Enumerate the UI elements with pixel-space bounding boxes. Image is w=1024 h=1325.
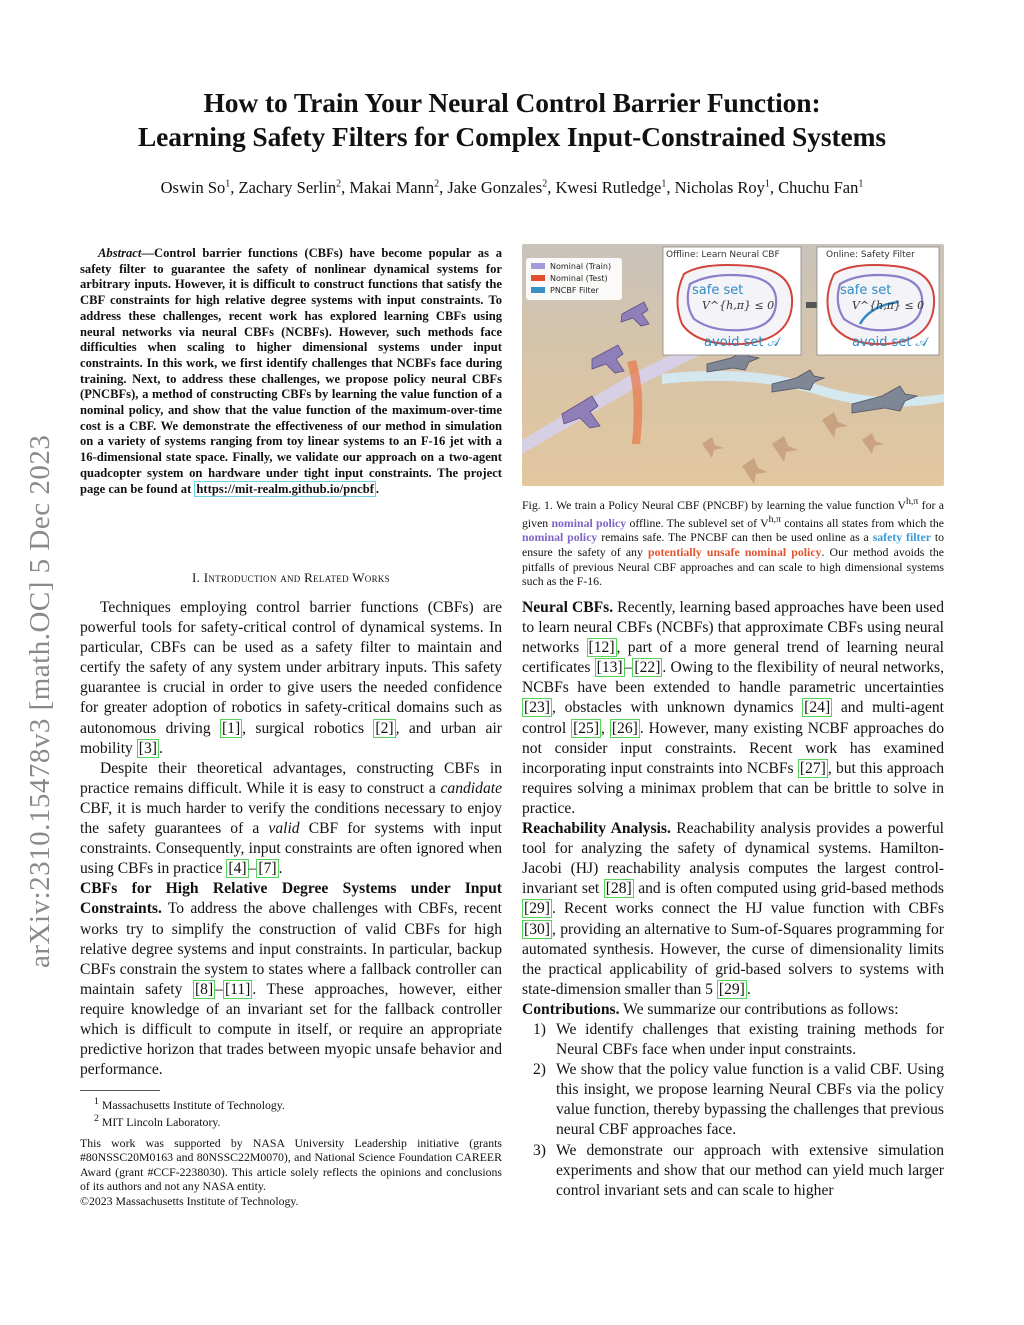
legend-label: PNCBF Filter (550, 286, 599, 295)
text: , part of a more general trend of learning neural certificates (522, 639, 944, 677)
text: . (278, 860, 283, 878)
text: Techniques employing control barrier functions (CBFs) are powerful tools for safety-critical control of dynamical systems. In particular, CBFs can be used as a safety filter to maintain and certify the safety of any system under arbitrary inputs. This safety guarantee is crucial in order to give users the needed confidence for greater adoption of robotics in safety-critical domains such as autonomous driving (80, 599, 502, 737)
citation-link[interactable]: [29] (524, 900, 550, 918)
paragraph (522, 598, 944, 819)
abstract-label: Abstract (98, 246, 142, 260)
text: , surgical robotics (242, 719, 374, 737)
citation-link[interactable]: [24] (804, 699, 831, 717)
affiliation-mark: 1 (661, 178, 667, 190)
safe-set-label: safe set (840, 283, 892, 298)
text: , (601, 719, 610, 737)
text: Despite their theoretical advantages, constructing CBFs in practice remains difficult. While it is easy to construct a (80, 759, 502, 797)
author-list: Oswin So$^1$, Zachary Serlin$^2$, Makai Mann$^2$, Jake Gonzales$^2$, Kwesi Rutledge$^1$, Nicholas Roy$^1$, Chuchu Fan$^1$ (160, 178, 864, 197)
highlight-nominal: nominal policy (551, 515, 627, 530)
text: . Recent works connect the HJ value function with CBFs (551, 900, 944, 918)
text: to ensure the safety of any (522, 530, 944, 559)
text: Massachusetts Institute of Technology. (101, 1097, 285, 1112)
citation-link[interactable]: [29] (718, 980, 745, 998)
author: Nicholas Roy (674, 178, 765, 197)
list-text: We identify challenges that existing training methods for Neural CBFs face when under input constraints. (556, 1020, 944, 1059)
text: , and urban air mobility (80, 719, 502, 757)
footnote-mark: 1 (94, 1096, 99, 1107)
paragraph-heading: Neural CBFs. (522, 599, 614, 616)
text: . Our method avoids the pitfalls of previous Neural CBF approaches and can scale to high dimensional systems such as the F-16. (522, 544, 944, 589)
superscript: h,π (906, 496, 919, 507)
citation-link[interactable]: [27] (799, 759, 826, 777)
text: remains safe. The PNCBF can then be used online as a (597, 530, 873, 545)
offline-label: Offline: Learn Neural CBF (666, 250, 780, 260)
author: Makai Mann (349, 178, 435, 197)
footnote-mark: 2 (94, 1113, 99, 1125)
affiliation-mark: 2 (336, 178, 342, 190)
legend-swatch-nominal-train (531, 263, 545, 269)
citation-link[interactable]: [26] (611, 719, 638, 737)
affiliation-mark: 1 (225, 178, 231, 190)
text: . (746, 980, 751, 998)
affiliation-mark: 1 (764, 178, 770, 190)
text: To address the above challenges with CBFs, recent works try to simplify the construction of valid CBFs for high relative degree systems and input constraints. In particular, backup CBFs constrain the system to states where a fallback controller can maintain safety (80, 900, 502, 998)
paragraph (80, 598, 502, 759)
emphasis: candidate (440, 779, 502, 797)
funding-note: This work was supported by NASA University Leadership initiative (grants #80NSSC20M0163 and 80NSSC22M0070), and National Science Foundation CAREER Award (grant #CCF-2238030). This article solely reflects the opinions and conclusions of its authors and not any NASA entity. (80, 1135, 502, 1194)
offline-panel (663, 247, 801, 355)
list-number: 2) (533, 1061, 546, 1079)
list-item (522, 1020, 944, 1060)
text: – (215, 980, 223, 998)
author: Kwesi Rutledge (555, 178, 662, 197)
author: Chuchu Fan (778, 178, 859, 197)
author: Zachary Serlin (238, 178, 337, 197)
paragraph-heading: Contributions. (522, 1000, 620, 1018)
section-heading: I. Introduction and Related Works (191, 570, 390, 585)
project-link[interactable]: https://mit-realm.github.io/pncbf (196, 481, 374, 496)
paragraph (522, 819, 944, 1000)
left-column (80, 598, 502, 1080)
title-line-1: How to Train Your Neural Control Barrier Function: (203, 87, 821, 118)
figure-1 (522, 244, 944, 486)
contributions-list (522, 1020, 944, 1201)
text: , providing an alternative to Sum-of-Squares programming for automated synthesis. However, the curse of dimensionality limits the practical applicability of grid-based solvers to systems with state-dimension smaller than 5 (522, 920, 944, 998)
paragraph (80, 759, 502, 880)
list-text: We demonstrate our approach with extensive simulation experiments and show that our method can yield much larger control invariant sets and can scale to higher (556, 1141, 944, 1199)
avoid-set-label: avoid set 𝒜 (704, 335, 780, 350)
citation-link[interactable]: [11] (224, 980, 251, 998)
text: and multi-agent control (522, 699, 944, 737)
highlight-nominal: nominal policy (522, 530, 598, 545)
footnote-rule (80, 1090, 160, 1091)
sublevel-label: V^{h,π} ≤ 0 (852, 299, 925, 312)
paragraph-heading: CBFs for High Relative Degree Systems under Input Constraints. (80, 880, 502, 918)
citation-link[interactable]: [2] (375, 719, 394, 737)
text: Fig. 1. We train a Policy Neural CBF (PNCBF) by learning the value function V (522, 497, 906, 512)
list-number: 3) (533, 1141, 546, 1159)
text: , obstacles with unknown dynamics (551, 699, 803, 717)
text: . These approaches, however, either require knowledge of an invariant set for the fallback controller which is difficult to compute in itself, or require an appropriate predictive horizon that trades between myopic unsafe behavior and performance. (80, 980, 502, 1079)
paragraph (80, 879, 502, 1080)
arxiv-identifier: arXiv:2310.15478v3 [math.OC] 5 Dec 2023 (24, 434, 56, 968)
abstract-text: —Control barrier functions (CBFs) have become popular as a safety filter to guarantee the safety of nonlinear dynamical systems for arbitrary inputs. However, it is difficult to construct functions that satisfy the CBF constraints for high relative degree systems with input constraints. To address these challenges, recent work has explored learning CBFs using neural networks via neural CBFs (NCBFs). However, such methods face difficulties when scaling to higher dimensional systems under input constraints. In this work, we first identify challenges that NCBFs face during training. Next, to address these challenges, we propose policy neural CBFs (PNCBFs), a method of constructing CBFs by learning the value function of a nominal policy, and show that the value function of the maximum-over-time cost is a CBF. We demonstrate the effectiveness of our method in simulation on a variety of systems ranging from toy linear systems to an F-16 jet with a 16-dimensional state space. Finally, we validate our approach on a two-agent quadcopter system on hardware under tight input constraints. The project page can be found at (80, 246, 502, 496)
text: and is often computed using grid-based methods (633, 880, 944, 898)
paper-title (60, 86, 964, 154)
citation-link[interactable]: [4] (228, 860, 247, 878)
footnote (94, 1112, 502, 1129)
online-panel (817, 247, 939, 355)
text: We summarize our contributions as follows: (619, 1000, 899, 1018)
online-label: Online: Safety Filter (826, 250, 915, 260)
footnote (94, 1095, 502, 1112)
citation-link[interactable]: [30] (524, 920, 550, 938)
text: CBF, it is much harder to verify the conditions necessary to enjoy the safety guarantees of a (80, 799, 502, 838)
legend-label: Nominal (Train) (550, 262, 612, 271)
figure-caption (522, 495, 944, 589)
legend-swatch-pncbf (531, 287, 545, 293)
avoid-set-label: avoid set 𝒜 (852, 335, 928, 350)
text: CBF for systems with input constraints. Consequently, input constraints are often ignored when using CBFs in practice (80, 820, 502, 878)
citation-link[interactable]: [23] (524, 699, 550, 717)
text: contains all states from which the (780, 515, 944, 530)
citation-link[interactable]: [7] (258, 860, 277, 878)
paragraph (522, 1000, 944, 1020)
text: Recently, learning based approaches have been used to learn neural CBFs (NCBFs) that approximate CBFs using neural networks (522, 599, 944, 657)
text: . However, many existing NCBF approaches do not consider input constraints. Recent work has examined incorporating input constraints into NCBFs (522, 719, 944, 777)
citation-link[interactable]: [25] (573, 719, 600, 737)
footnotes (80, 1090, 502, 1208)
copyright-note: ©2023 Massachusetts Institute of Technology. (80, 1193, 299, 1208)
emphasis: valid (268, 820, 300, 838)
citation-link[interactable]: [12] (588, 639, 615, 657)
affiliation-mark: 2 (542, 178, 548, 190)
list-item (522, 1141, 944, 1201)
text: , but this approach requires solving a minimax problem that can be brittle to solve in practice. (522, 759, 944, 817)
text: MIT Lincoln Laboratory. (101, 1115, 221, 1130)
text: . Owing to the flexibility of neural networks, NCBFs have been extended to handle parametric uncertainties (522, 659, 944, 697)
citation-link[interactable]: [28] (605, 880, 632, 898)
citation-link[interactable]: [8] (194, 980, 214, 998)
highlight-unsafe: potentially unsafe nominal policy (648, 544, 822, 559)
text: offline. The sublevel set of V (626, 515, 769, 530)
author: Oswin So (160, 178, 226, 197)
legend-label: Nominal (Test) (550, 274, 608, 283)
text: – (624, 659, 633, 677)
superscript: h,π (768, 513, 781, 525)
affiliation-mark: 1 (858, 178, 864, 190)
legend-swatch-nominal-test (531, 275, 545, 281)
figure-illustration (522, 244, 944, 486)
sublevel-label: V^{h,π} ≤ 0 (702, 299, 775, 312)
text: Reachability analysis provides a powerful tool for analyzing the safety of dynamical systems. Hamilton-Jacobi (HJ) reachability analysis computes the largest control-invariant set (522, 820, 945, 898)
citation-link[interactable]: [13] (596, 659, 623, 677)
right-column (522, 598, 944, 1201)
citation-link[interactable]: [3] (138, 739, 157, 757)
title-line-2: Learning Safety Filters for Complex Input-Constrained Systems (137, 121, 887, 152)
abstract-end: . (375, 481, 380, 496)
citation-link[interactable]: [1] (221, 719, 241, 737)
list-item (522, 1060, 944, 1140)
paragraph-heading: Reachability Analysis. (522, 820, 671, 838)
figure-legend (526, 258, 622, 300)
text: for a given (522, 497, 944, 530)
safe-set-label: safe set (692, 283, 744, 298)
abstract (80, 246, 502, 497)
list-number: 1) (533, 1020, 546, 1038)
citation-link[interactable]: [22] (634, 659, 661, 677)
text: . (158, 739, 163, 757)
list-text: We show that the policy value function is a valid CBF. Using this insight, we propose learning Neural CBFs via the policy value function, thereby bypassing the challenges that previous neural CBF approaches face. (556, 1061, 945, 1139)
affiliation-mark: 2 (434, 178, 440, 190)
author: Jake Gonzales (447, 178, 543, 197)
highlight-safe: safety filter (872, 530, 931, 545)
text: – (248, 860, 257, 878)
